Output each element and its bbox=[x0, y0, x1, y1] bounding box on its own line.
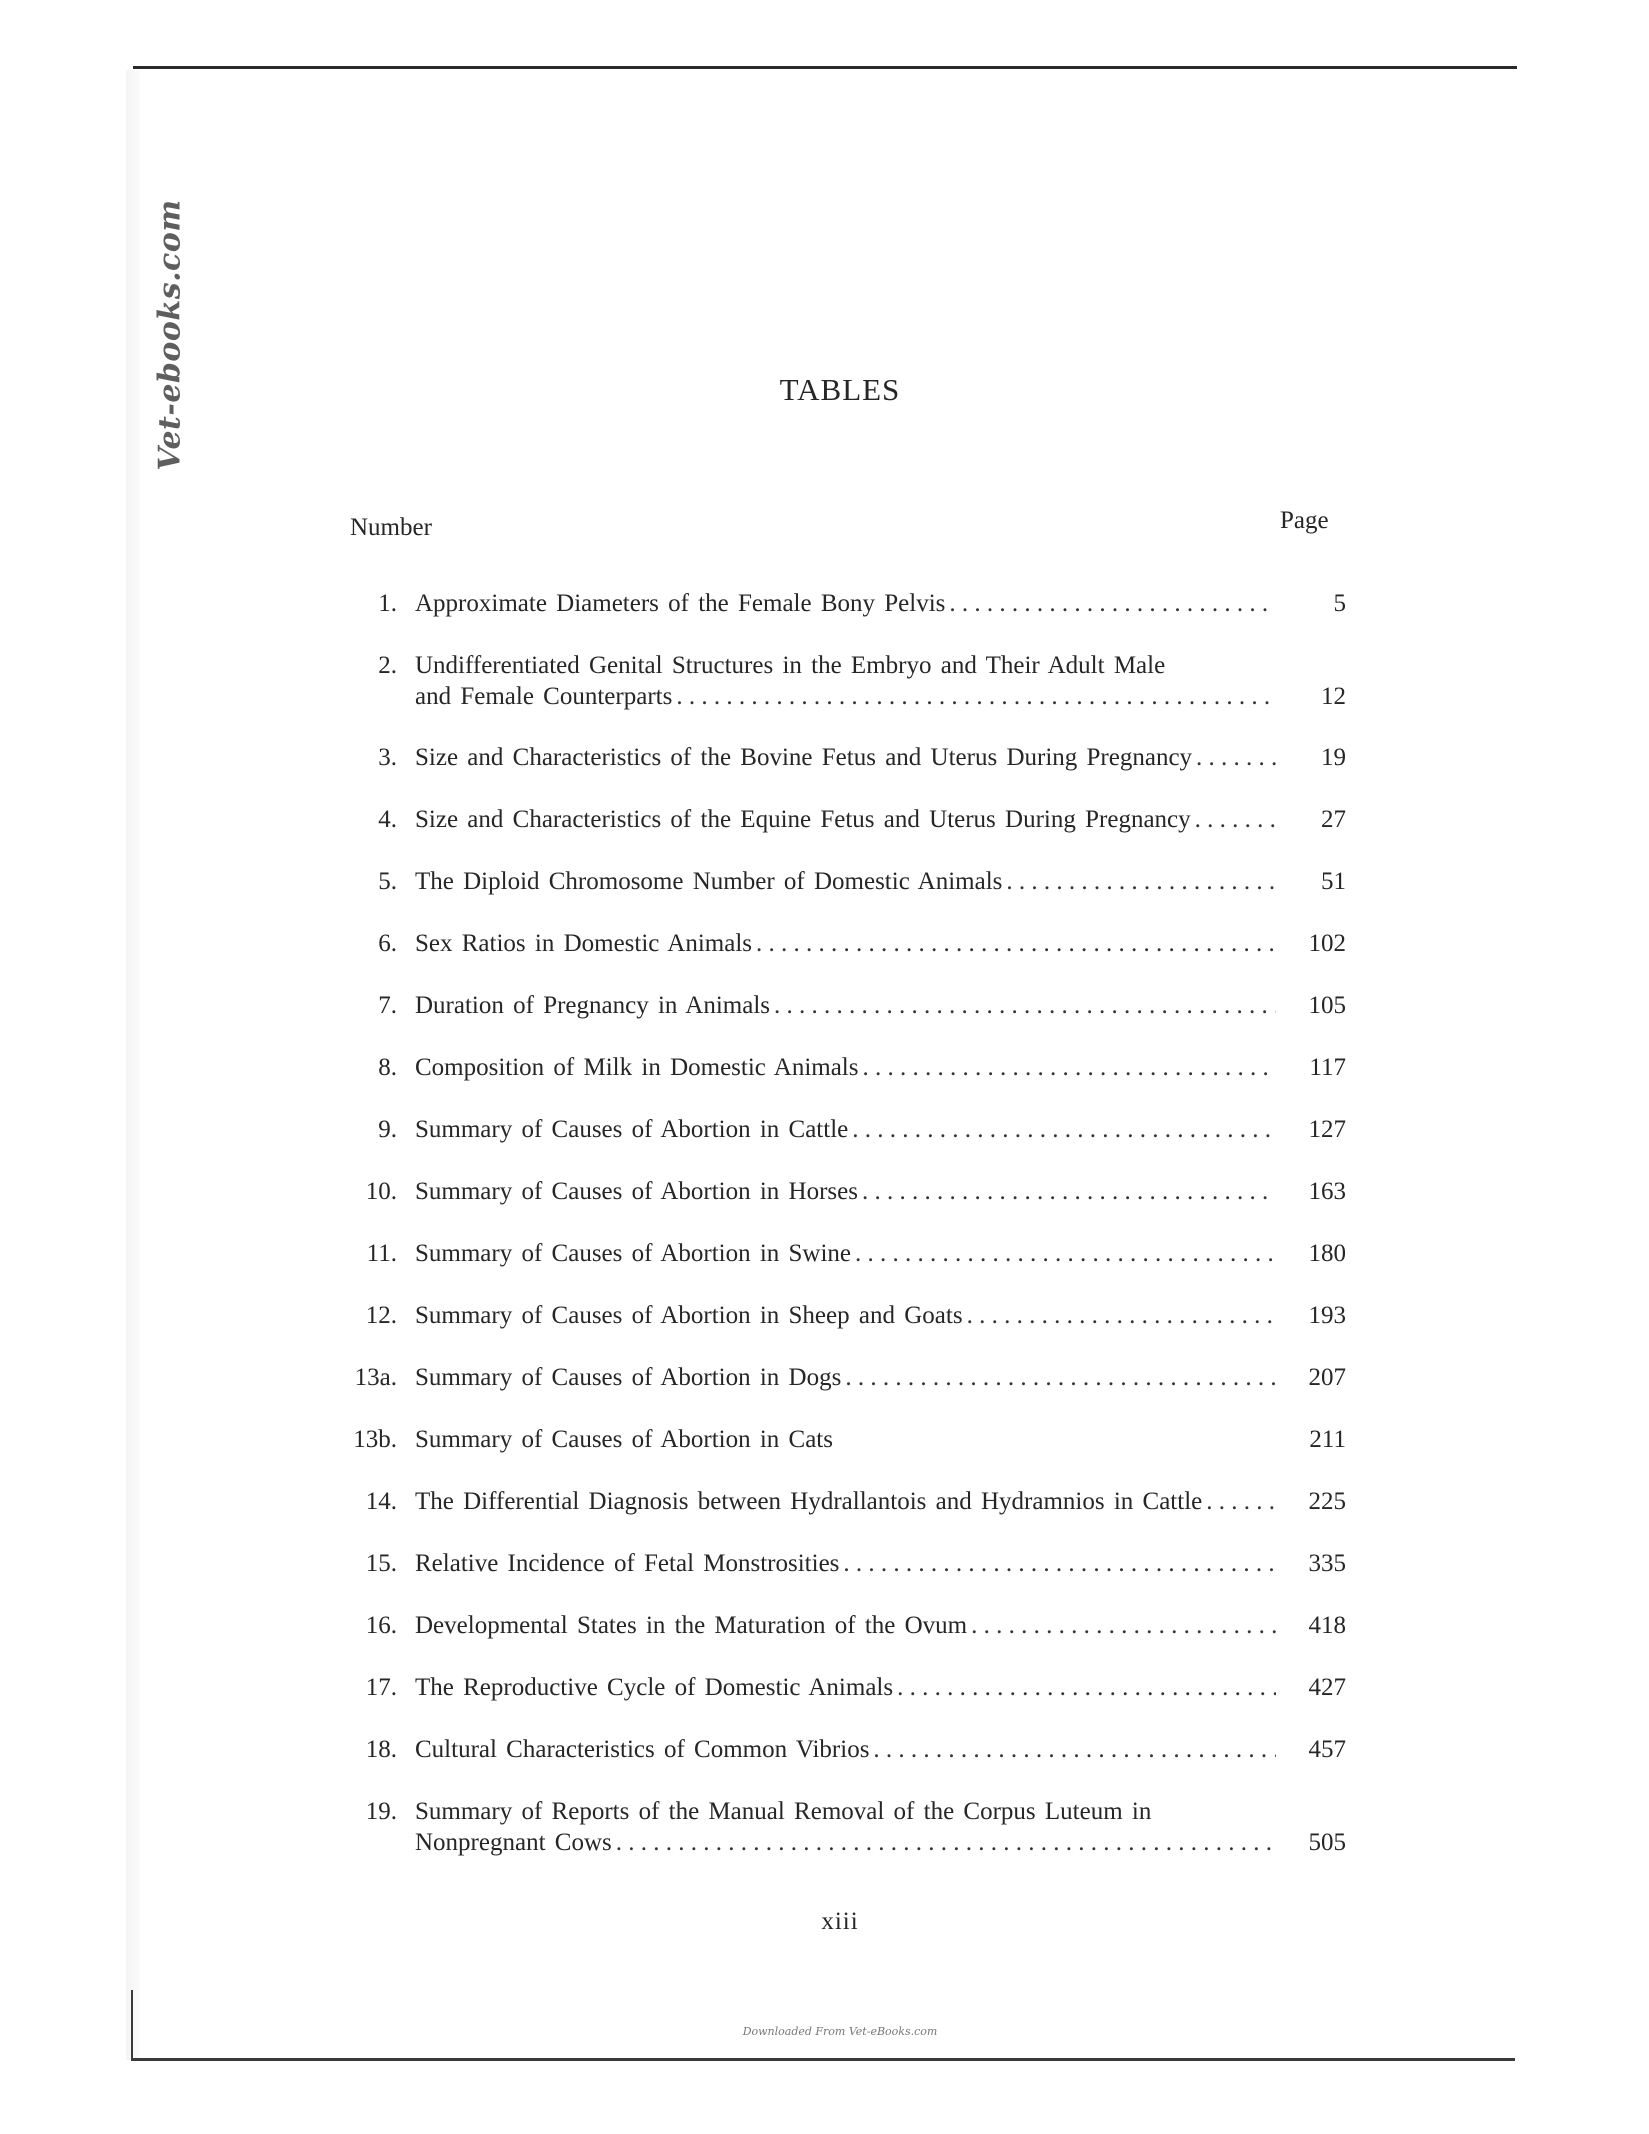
entry-page-number: 180 bbox=[1308, 1240, 1346, 1267]
entry-number: 7. bbox=[378, 992, 397, 1019]
watermark-side-text: Vet-ebooks.com bbox=[152, 199, 188, 471]
entry-number: 2. bbox=[378, 652, 397, 679]
entry-number: 12. bbox=[365, 1302, 397, 1329]
entry-page-number: 418 bbox=[1308, 1612, 1346, 1639]
entry-number: 10. bbox=[365, 1178, 397, 1205]
entry-title: and Female Counterparts bbox=[415, 683, 673, 710]
entry-title: Summary of Reports of the Manual Removal of the Corpus Luteum in bbox=[415, 1798, 1152, 1825]
entry-line bbox=[415, 928, 1346, 959]
entry-page-number: 505 bbox=[1308, 1829, 1346, 1856]
entry-page-number: 19 bbox=[1321, 744, 1346, 771]
page-folio: xiii bbox=[821, 1908, 859, 1935]
entry-line bbox=[415, 1238, 1346, 1269]
leader-dots bbox=[616, 1827, 1276, 1858]
entry-title: The Reproductive Cycle of Domestic Animals bbox=[415, 1674, 894, 1701]
entry-number: 19. bbox=[365, 1798, 397, 1825]
entry-page-number: 5 bbox=[1333, 590, 1346, 617]
entry-title: Developmental States in the Maturation of the Ovum bbox=[415, 1612, 968, 1639]
entry-number: 1. bbox=[378, 590, 397, 617]
leader-dots bbox=[873, 1734, 1276, 1765]
entry-page-number: 335 bbox=[1308, 1550, 1346, 1577]
leader-dots bbox=[1196, 742, 1276, 773]
entry-line bbox=[415, 1176, 1346, 1207]
entry-line bbox=[415, 1734, 1346, 1765]
entry-title: Approximate Diameters of the Female Bony Pelvis bbox=[415, 590, 946, 617]
entry-line bbox=[415, 1114, 1346, 1145]
entry-body bbox=[415, 804, 1346, 835]
leader-dots bbox=[1206, 1486, 1276, 1517]
entry-line bbox=[415, 588, 1346, 619]
watermark-bottom: Downloaded From Vet-eBooks.com bbox=[742, 2025, 938, 2038]
entry-number: 18. bbox=[365, 1736, 397, 1763]
entry-body bbox=[415, 1114, 1346, 1145]
entry-title: Summary of Causes of Abortion in Swine bbox=[415, 1240, 852, 1267]
entry-body bbox=[415, 1610, 1346, 1641]
leader-dots bbox=[862, 1052, 1276, 1083]
entry-page-number: 12 bbox=[1321, 683, 1346, 710]
entry-page-number: 457 bbox=[1308, 1736, 1346, 1763]
entry-title: Relative Incidence of Fetal Monstrosities bbox=[415, 1550, 840, 1577]
entry-title: Duration of Pregnancy in Animals bbox=[415, 992, 770, 1019]
entry-line bbox=[415, 1362, 1346, 1393]
entry-page-number: 127 bbox=[1308, 1116, 1346, 1143]
entry-title: The Differential Diagnosis between Hydrallantois and Hydramnios in Cattle bbox=[415, 1488, 1203, 1515]
entry-line bbox=[415, 1672, 1346, 1703]
leader-dots bbox=[756, 928, 1276, 959]
entry-title: Summary of Causes of Abortion in Dogs bbox=[415, 1364, 842, 1391]
entry-body bbox=[415, 1300, 1346, 1331]
entry-title: The Diploid Chromosome Number of Domestic Animals bbox=[415, 868, 1003, 895]
entry-body bbox=[415, 928, 1346, 959]
entry-line bbox=[415, 990, 1346, 1021]
entry-page-number: 211 bbox=[1309, 1426, 1346, 1453]
entry-number: 8. bbox=[378, 1054, 397, 1081]
entry-number: 3. bbox=[378, 744, 397, 771]
entry-number: 6. bbox=[378, 930, 397, 957]
entry-title: Summary of Causes of Abortion in Cats bbox=[415, 1426, 833, 1453]
entry-title: Nonpregnant Cows bbox=[415, 1829, 612, 1856]
column-header-number: Number bbox=[350, 514, 432, 541]
entry-body bbox=[415, 1796, 1346, 1858]
entry-line bbox=[415, 1424, 1346, 1455]
entry-title: Sex Ratios in Domestic Animals bbox=[415, 930, 752, 957]
entry-number: 11. bbox=[366, 1240, 397, 1267]
entry-title: Summary of Causes of Abortion in Cattle bbox=[415, 1116, 849, 1143]
entry-body bbox=[415, 588, 1346, 619]
entry-line bbox=[415, 650, 1346, 681]
entry-body bbox=[415, 990, 1346, 1021]
leader-dots bbox=[949, 588, 1276, 619]
entry-body bbox=[415, 1548, 1346, 1579]
leader-dots bbox=[971, 1610, 1276, 1641]
entry-page-number: 102 bbox=[1308, 930, 1346, 957]
entry-number: 9. bbox=[378, 1116, 397, 1143]
leader-dots bbox=[897, 1672, 1276, 1703]
entry-line bbox=[415, 1052, 1346, 1083]
entry-page-number: 207 bbox=[1308, 1364, 1346, 1391]
entry-line bbox=[415, 681, 1346, 712]
entry-title: Size and Characteristics of the Equine Fetus and Uterus During Pregnancy bbox=[415, 806, 1191, 833]
entry-body bbox=[415, 1424, 1346, 1455]
entry-line bbox=[415, 1827, 1346, 1858]
column-header-page: Page bbox=[1280, 507, 1329, 534]
entry-number: 13b. bbox=[353, 1426, 397, 1453]
entry-page-number: 51 bbox=[1321, 868, 1346, 895]
leader-dots bbox=[852, 1114, 1276, 1145]
entry-number: 15. bbox=[365, 1550, 397, 1577]
entry-title: Undifferentiated Genital Structures in the Embryo and Their Adult Male bbox=[415, 652, 1166, 679]
entry-line bbox=[415, 1796, 1346, 1827]
leader-dots bbox=[967, 1300, 1276, 1331]
entry-line bbox=[415, 804, 1346, 835]
entry-number: 14. bbox=[365, 1488, 397, 1515]
entry-title: Cultural Characteristics of Common Vibrios bbox=[415, 1736, 870, 1763]
entry-line bbox=[415, 1486, 1346, 1517]
entry-number: 13a. bbox=[354, 1364, 397, 1391]
entry-line bbox=[415, 866, 1346, 897]
entry-title: Composition of Milk in Domestic Animals bbox=[415, 1054, 859, 1081]
entry-page-number: 117 bbox=[1309, 1054, 1346, 1081]
entry-number: 5. bbox=[378, 868, 397, 895]
entry-title: Summary of Causes of Abortion in Horses bbox=[415, 1178, 858, 1205]
entry-title: Size and Characteristics of the Bovine Fetus and Uterus During Pregnancy bbox=[415, 744, 1193, 771]
entry-page-number: 427 bbox=[1308, 1674, 1346, 1701]
entry-line bbox=[415, 1548, 1346, 1579]
page-title: TABLES bbox=[779, 372, 901, 407]
entry-body bbox=[415, 1362, 1346, 1393]
entry-page-number: 27 bbox=[1321, 806, 1346, 833]
entry-body bbox=[415, 1734, 1346, 1765]
leader-dots bbox=[843, 1548, 1276, 1579]
leader-dots bbox=[855, 1238, 1276, 1269]
leader-dots bbox=[845, 1362, 1276, 1393]
entry-page-number: 193 bbox=[1308, 1302, 1346, 1329]
entry-number: 17. bbox=[365, 1674, 397, 1701]
entry-body bbox=[415, 866, 1346, 897]
leader-dots bbox=[676, 681, 1276, 712]
entry-line bbox=[415, 742, 1346, 773]
entry-body bbox=[415, 1176, 1346, 1207]
entry-page-number: 163 bbox=[1308, 1178, 1346, 1205]
leader-dots bbox=[774, 990, 1276, 1021]
entry-page-number: 225 bbox=[1308, 1488, 1346, 1515]
entry-page-number: 105 bbox=[1308, 992, 1346, 1019]
entry-line bbox=[415, 1300, 1346, 1331]
leader-dots bbox=[1006, 866, 1276, 897]
entry-body bbox=[415, 1672, 1346, 1703]
entry-number: 16. bbox=[365, 1612, 397, 1639]
entry-number: 4. bbox=[378, 806, 397, 833]
entry-body bbox=[415, 1486, 1346, 1517]
entry-body bbox=[415, 650, 1346, 712]
entry-body bbox=[415, 742, 1346, 773]
entry-body bbox=[415, 1238, 1346, 1269]
leader-dots bbox=[1195, 804, 1276, 835]
leader-dots bbox=[862, 1176, 1276, 1207]
entry-title: Summary of Causes of Abortion in Sheep and Goats bbox=[415, 1302, 963, 1329]
entry-line bbox=[415, 1610, 1346, 1641]
entry-body bbox=[415, 1052, 1346, 1083]
